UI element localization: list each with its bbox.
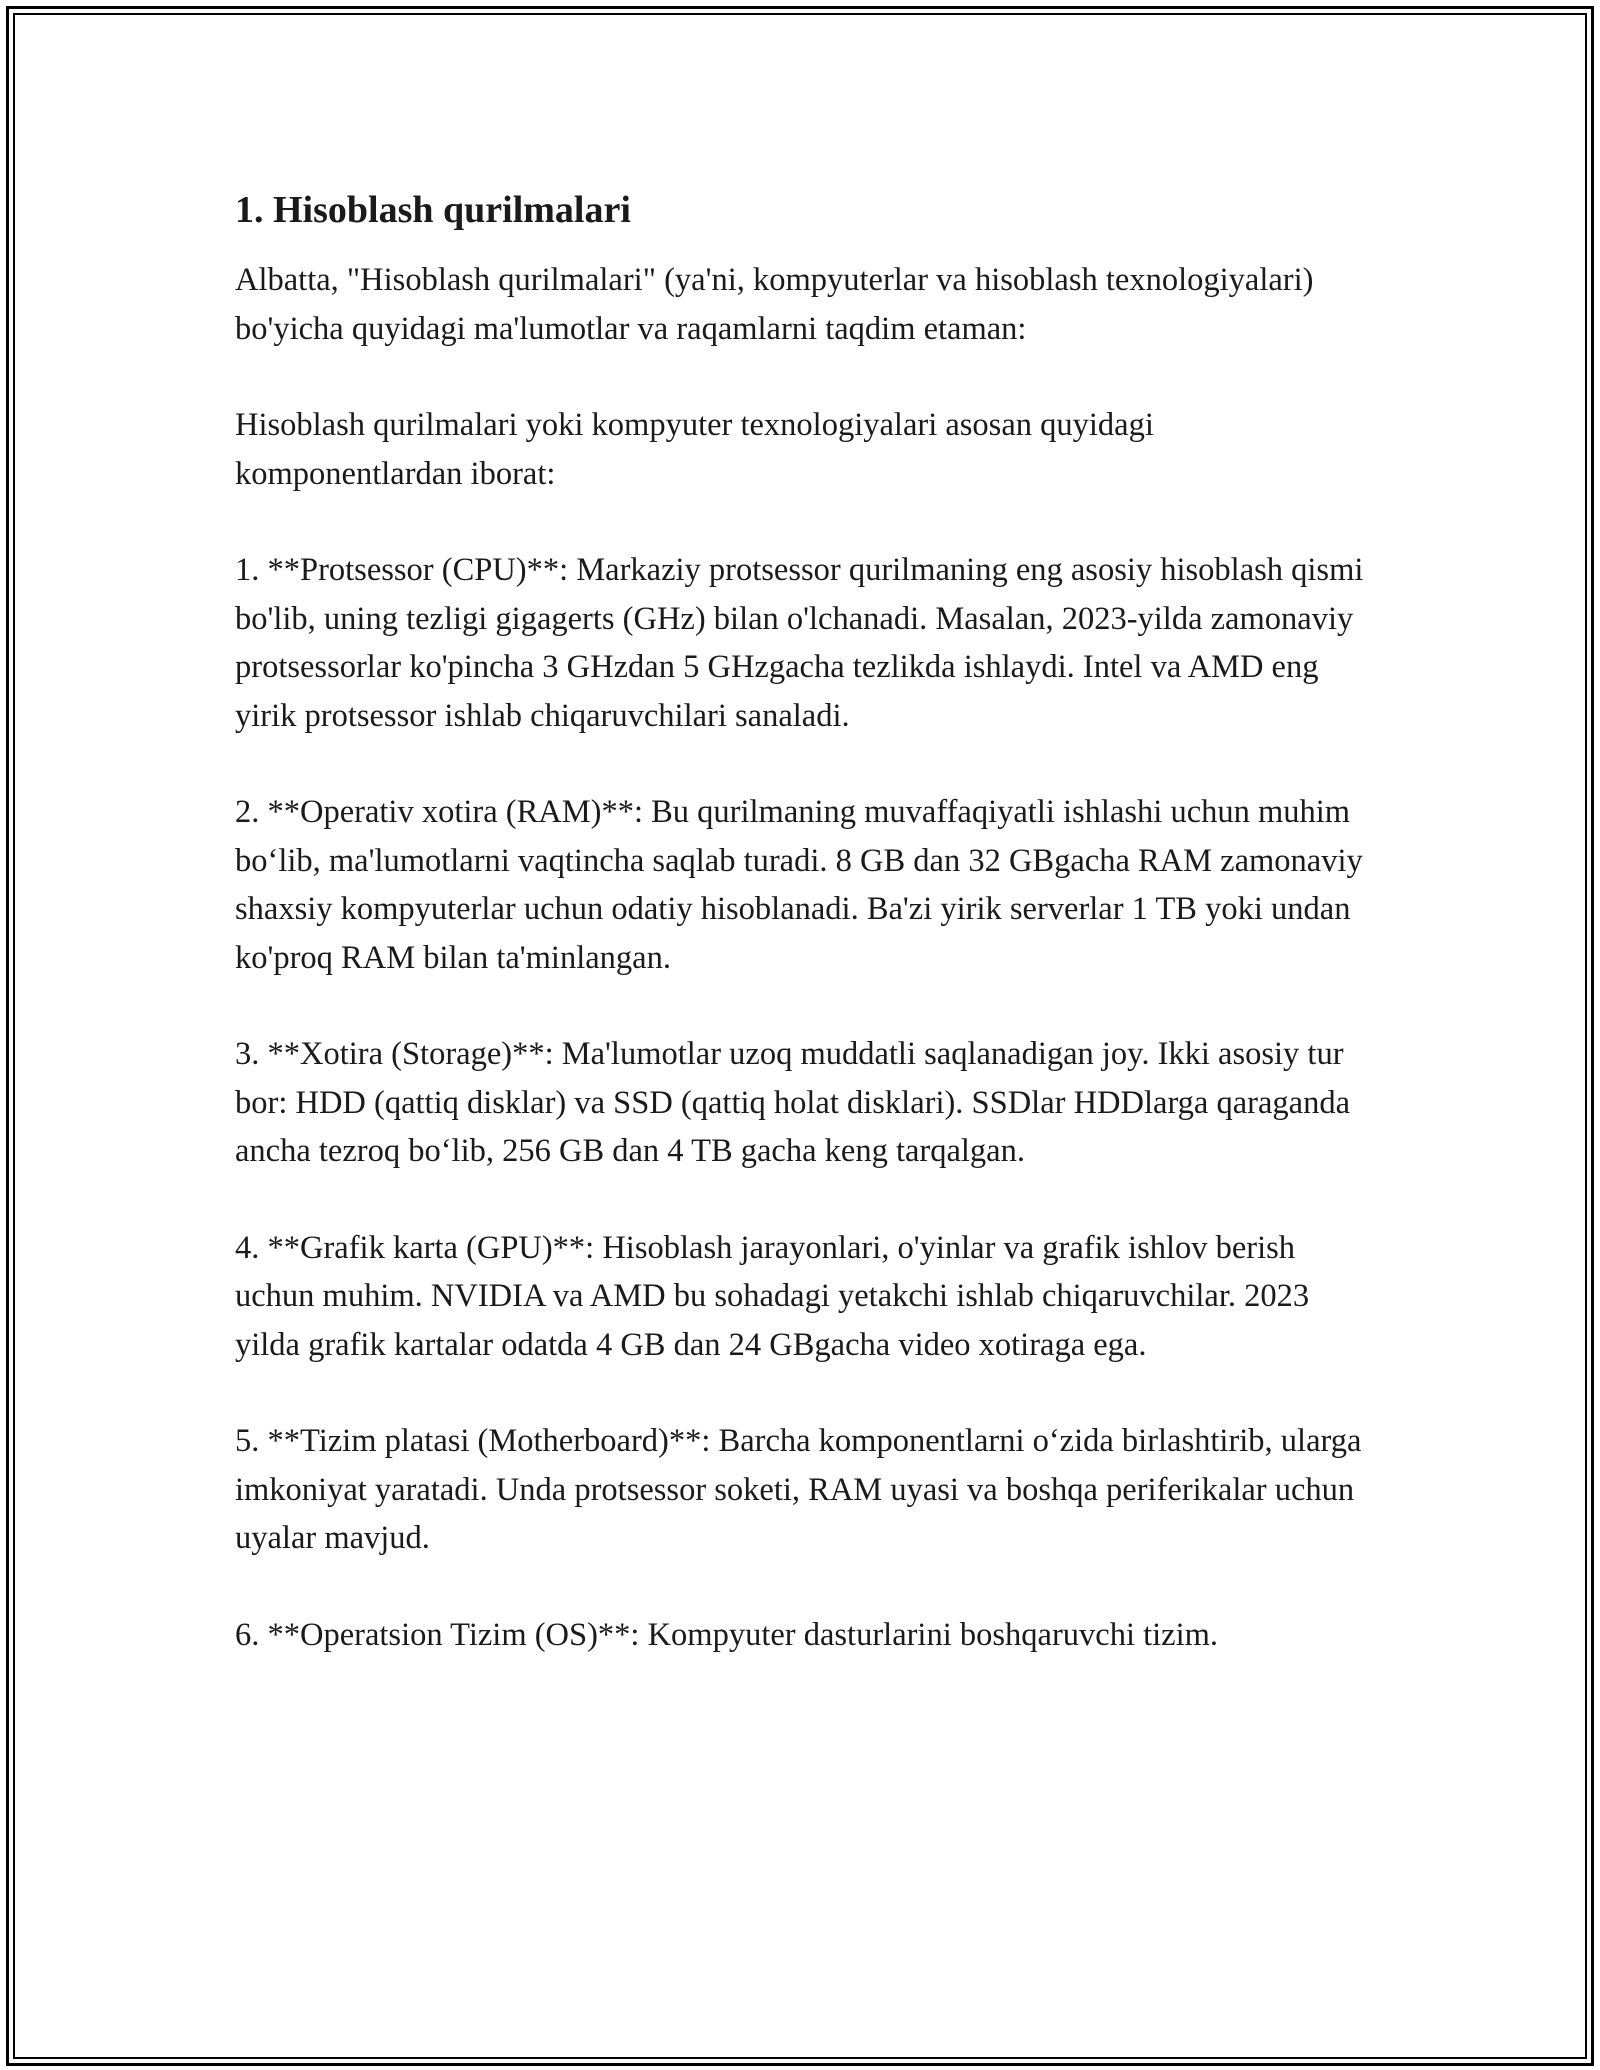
storage-paragraph: 3. **Xotira (Storage)**: Ma'lumotlar uzoq muddatli saqlanadigan joy. Ikki asosiy tur bor: HDD (qattiq disklar) va SSD (qattiq holat disklari). SSDlar HDDlarga qaraganda ancha tezroq bo‘lib, 256 GB dan 4 TB gacha keng tarqalgan. — [235, 1036, 1350, 1169]
motherboard-paragraph: 5. **Tizim platasi (Motherboard)**: Barcha komponentlarni o‘zida birlashtirib, ularga imkoniyat yaratadi. Unda protsessor soketi, RAM uyasi va boshqa periferikalar uchun uyalar mavjud. — [235, 1423, 1362, 1556]
cpu-paragraph: 1. **Protsessor (CPU)**: Markaziy protsessor qurilmaning eng asosiy hisoblash qismi bo'lib, uning tezligi gigagerts (GHz) bilan o'lchanadi. Masalan, 2023-yilda zamonaviy protsessorlar ko'pincha 3 GHzdan 5 GHzgacha tezlikda ishlaydi. Intel va AMD eng yirik protsessor ishlab chiqaruvchilari sanaladi. — [235, 552, 1364, 734]
os-paragraph: 6. **Operatsion Tizim (OS)**: Kompyuter dasturlarini boshqaruvchi tizim. — [235, 1616, 1219, 1653]
page-title: 1. Hisoblash qurilmalari — [235, 189, 631, 231]
document-page — [235, 186, 1375, 1707]
ram-paragraph: 2. **Operativ xotira (RAM)**: Bu qurilmaning muvaffaqiyatli ishlashi uchun muhim bo‘lib, ma'lumotlarni vaqtincha saqlab turadi. 8 GB dan 32 GBgacha RAM zamonaviy shaxsiy kompyuterlar uchun odatiy hisoblanadi. Ba'zi yirik serverlar 1 TB yoki undan ko'proq RAM bilan ta'minlangan. — [235, 794, 1363, 976]
gpu-paragraph: 4. **Grafik karta (GPU)**: Hisoblash jarayonlari, o'yinlar va grafik ishlov berish uchun muhim. NVIDIA va AMD bu sohadagi yetakchi ishlab chiqaruvchilar. 2023 yilda grafik kartalar odatda 4 GB dan 24 GBgacha video xotiraga ega. — [235, 1229, 1310, 1363]
intro-paragraph: Albatta, "Hisoblash qurilmalari" (ya'ni, kompyuterlar va hisoblash texnologiyalari) bo'yicha quyidagi ma'lumotlar va raqamlarni taqdim etaman: — [235, 262, 1314, 347]
components-intro-paragraph: Hisoblash qurilmalari yoki kompyuter texnologiyalari asosan quyidagi komponentlardan iborat: — [235, 407, 1154, 492]
